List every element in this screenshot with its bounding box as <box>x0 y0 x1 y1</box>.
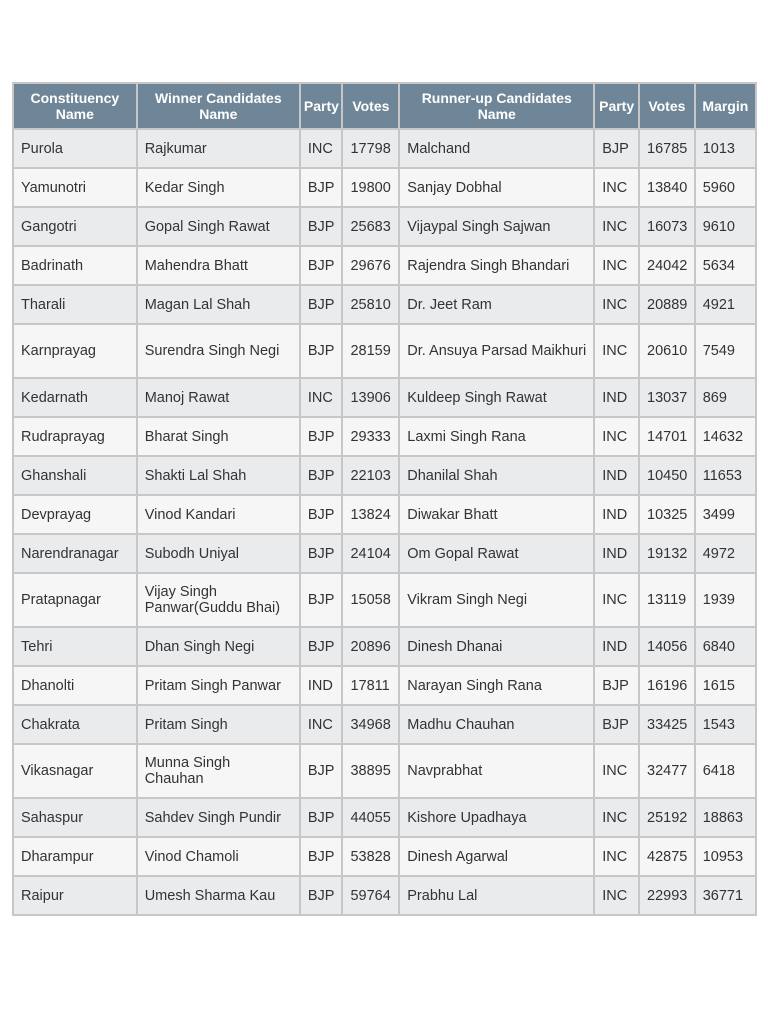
margin-cell: 4972 <box>696 535 755 572</box>
table-body <box>14 130 755 914</box>
runner-up-votes-cell: 10325 <box>640 496 694 533</box>
runner-up-name-cell: Kishore Upadhaya <box>400 799 593 836</box>
margin-cell: 3499 <box>696 496 755 533</box>
table-row <box>14 706 755 743</box>
winner-name-cell: Surendra Singh Negi <box>138 325 299 377</box>
header-runner-up-name: Runner-up Candidates Name <box>400 84 593 128</box>
winner-votes-cell: 29676 <box>343 247 398 284</box>
constituency-cell: Kedarnath <box>14 379 136 416</box>
winner-votes-cell: 44055 <box>343 799 398 836</box>
runner-up-votes-cell: 13840 <box>640 169 694 206</box>
runner-up-votes-cell: 24042 <box>640 247 694 284</box>
runner-up-party-cell: INC <box>595 799 638 836</box>
constituency-cell: Ghanshali <box>14 457 136 494</box>
constituency-cell: Chakrata <box>14 706 136 743</box>
runner-up-party-cell: INC <box>595 208 638 245</box>
runner-up-name-cell: Malchand <box>400 130 593 167</box>
winner-party-cell: BJP <box>301 418 342 455</box>
runner-up-party-cell: IND <box>595 628 638 665</box>
margin-cell: 6840 <box>696 628 755 665</box>
winner-party-cell: INC <box>301 130 342 167</box>
winner-party-cell: BJP <box>301 799 342 836</box>
runner-up-party-cell: INC <box>595 169 638 206</box>
runner-up-name-cell: Madhu Chauhan <box>400 706 593 743</box>
runner-up-party-cell: INC <box>595 247 638 284</box>
winner-name-cell: Rajkumar <box>138 130 299 167</box>
election-results-table <box>12 82 757 916</box>
winner-votes-cell: 13824 <box>343 496 398 533</box>
runner-up-name-cell: Prabhu Lal <box>400 877 593 914</box>
winner-name-cell: Umesh Sharma Kau <box>138 877 299 914</box>
winner-name-cell: Pritam Singh Panwar <box>138 667 299 704</box>
table-row <box>14 325 755 377</box>
winner-votes-cell: 28159 <box>343 325 398 377</box>
winner-name-cell: Manoj Rawat <box>138 379 299 416</box>
margin-cell: 14632 <box>696 418 755 455</box>
winner-votes-cell: 20896 <box>343 628 398 665</box>
winner-party-cell: BJP <box>301 325 342 377</box>
runner-up-name-cell: Vikram Singh Negi <box>400 574 593 626</box>
constituency-cell: Dharampur <box>14 838 136 875</box>
constituency-cell: Gangotri <box>14 208 136 245</box>
header-margin: Margin <box>696 84 755 128</box>
table-row <box>14 418 755 455</box>
runner-up-party-cell: INC <box>595 418 638 455</box>
winner-party-cell: BJP <box>301 535 342 572</box>
runner-up-votes-cell: 20889 <box>640 286 694 323</box>
header-row <box>14 84 755 128</box>
runner-up-votes-cell: 16785 <box>640 130 694 167</box>
runner-up-party-cell: INC <box>595 574 638 626</box>
winner-votes-cell: 22103 <box>343 457 398 494</box>
runner-up-votes-cell: 25192 <box>640 799 694 836</box>
runner-up-votes-cell: 14056 <box>640 628 694 665</box>
constituency-cell: Devprayag <box>14 496 136 533</box>
margin-cell: 1543 <box>696 706 755 743</box>
runner-up-name-cell: Kuldeep Singh Rawat <box>400 379 593 416</box>
margin-cell: 18863 <box>696 799 755 836</box>
winner-votes-cell: 13906 <box>343 379 398 416</box>
runner-up-votes-cell: 13037 <box>640 379 694 416</box>
runner-up-votes-cell: 19132 <box>640 535 694 572</box>
winner-name-cell: Vinod Kandari <box>138 496 299 533</box>
winner-name-cell: Vijay Singh Panwar(Guddu Bhai) <box>138 574 299 626</box>
runner-up-name-cell: Laxmi Singh Rana <box>400 418 593 455</box>
results-table-container <box>12 82 757 916</box>
winner-votes-cell: 24104 <box>343 535 398 572</box>
runner-up-party-cell: INC <box>595 325 638 377</box>
constituency-cell: Purola <box>14 130 136 167</box>
winner-votes-cell: 15058 <box>343 574 398 626</box>
runner-up-votes-cell: 33425 <box>640 706 694 743</box>
winner-name-cell: Subodh Uniyal <box>138 535 299 572</box>
margin-cell: 5960 <box>696 169 755 206</box>
runner-up-name-cell: Dr. Ansuya Parsad Maikhuri <box>400 325 593 377</box>
runner-up-name-cell: Sanjay Dobhal <box>400 169 593 206</box>
table-row <box>14 379 755 416</box>
winner-votes-cell: 17798 <box>343 130 398 167</box>
table-row <box>14 457 755 494</box>
table-row <box>14 877 755 914</box>
margin-cell: 1615 <box>696 667 755 704</box>
header-runner-up-party: Party <box>595 84 638 128</box>
constituency-cell: Karnprayag <box>14 325 136 377</box>
winner-party-cell: BJP <box>301 745 342 797</box>
winner-votes-cell: 34968 <box>343 706 398 743</box>
margin-cell: 10953 <box>696 838 755 875</box>
winner-party-cell: BJP <box>301 457 342 494</box>
header-winner-votes: Votes <box>343 84 398 128</box>
winner-votes-cell: 59764 <box>343 877 398 914</box>
winner-party-cell: IND <box>301 667 342 704</box>
winner-party-cell: BJP <box>301 208 342 245</box>
margin-cell: 4921 <box>696 286 755 323</box>
table-row <box>14 574 755 626</box>
runner-up-name-cell: Narayan Singh Rana <box>400 667 593 704</box>
winner-votes-cell: 25683 <box>343 208 398 245</box>
runner-up-party-cell: BJP <box>595 706 638 743</box>
header-constituency-name: Constituency Name <box>14 84 136 128</box>
winner-name-cell: Kedar Singh <box>138 169 299 206</box>
runner-up-name-cell: Dinesh Dhanai <box>400 628 593 665</box>
table-row <box>14 535 755 572</box>
winner-party-cell: INC <box>301 706 342 743</box>
table-row <box>14 838 755 875</box>
runner-up-name-cell: Om Gopal Rawat <box>400 535 593 572</box>
winner-name-cell: Pritam Singh <box>138 706 299 743</box>
runner-up-party-cell: IND <box>595 535 638 572</box>
table-row <box>14 208 755 245</box>
runner-up-name-cell: Dhanilal Shah <box>400 457 593 494</box>
winner-votes-cell: 38895 <box>343 745 398 797</box>
runner-up-votes-cell: 10450 <box>640 457 694 494</box>
winner-votes-cell: 29333 <box>343 418 398 455</box>
winner-name-cell: Bharat Singh <box>138 418 299 455</box>
runner-up-name-cell: Vijaypal Singh Sajwan <box>400 208 593 245</box>
runner-up-name-cell: Dr. Jeet Ram <box>400 286 593 323</box>
runner-up-party-cell: INC <box>595 877 638 914</box>
table-header <box>14 84 755 128</box>
runner-up-name-cell: Navprabhat <box>400 745 593 797</box>
winner-votes-cell: 25810 <box>343 286 398 323</box>
runner-up-party-cell: IND <box>595 496 638 533</box>
runner-up-votes-cell: 14701 <box>640 418 694 455</box>
winner-name-cell: Magan Lal Shah <box>138 286 299 323</box>
runner-up-votes-cell: 22993 <box>640 877 694 914</box>
runner-up-name-cell: Dinesh Agarwal <box>400 838 593 875</box>
runner-up-party-cell: IND <box>595 457 638 494</box>
header-runner-up-votes: Votes <box>640 84 694 128</box>
winner-votes-cell: 53828 <box>343 838 398 875</box>
runner-up-votes-cell: 42875 <box>640 838 694 875</box>
winner-party-cell: BJP <box>301 838 342 875</box>
constituency-cell: Yamunotri <box>14 169 136 206</box>
runner-up-votes-cell: 13119 <box>640 574 694 626</box>
margin-cell: 36771 <box>696 877 755 914</box>
table-row <box>14 286 755 323</box>
runner-up-party-cell: INC <box>595 286 638 323</box>
constituency-cell: Dhanolti <box>14 667 136 704</box>
winner-party-cell: BJP <box>301 877 342 914</box>
table-row <box>14 745 755 797</box>
table-row <box>14 496 755 533</box>
runner-up-votes-cell: 20610 <box>640 325 694 377</box>
winner-name-cell: Gopal Singh Rawat <box>138 208 299 245</box>
constituency-cell: Tharali <box>14 286 136 323</box>
winner-name-cell: Vinod Chamoli <box>138 838 299 875</box>
winner-name-cell: Mahendra Bhatt <box>138 247 299 284</box>
runner-up-party-cell: IND <box>595 379 638 416</box>
winner-votes-cell: 17811 <box>343 667 398 704</box>
winner-party-cell: BJP <box>301 247 342 284</box>
runner-up-name-cell: Diwakar Bhatt <box>400 496 593 533</box>
margin-cell: 5634 <box>696 247 755 284</box>
table-row <box>14 799 755 836</box>
runner-up-votes-cell: 16073 <box>640 208 694 245</box>
margin-cell: 9610 <box>696 208 755 245</box>
constituency-cell: Sahaspur <box>14 799 136 836</box>
winner-party-cell: BJP <box>301 574 342 626</box>
constituency-cell: Raipur <box>14 877 136 914</box>
table-row <box>14 247 755 284</box>
margin-cell: 1939 <box>696 574 755 626</box>
constituency-cell: Rudraprayag <box>14 418 136 455</box>
table-row <box>14 628 755 665</box>
constituency-cell: Badrinath <box>14 247 136 284</box>
runner-up-votes-cell: 16196 <box>640 667 694 704</box>
winner-party-cell: INC <box>301 379 342 416</box>
winner-name-cell: Sahdev Singh Pundir <box>138 799 299 836</box>
runner-up-party-cell: BJP <box>595 130 638 167</box>
winner-party-cell: BJP <box>301 628 342 665</box>
margin-cell: 7549 <box>696 325 755 377</box>
margin-cell: 869 <box>696 379 755 416</box>
runner-up-party-cell: BJP <box>595 667 638 704</box>
header-winner-name: Winner Candidates Name <box>138 84 299 128</box>
table-row <box>14 130 755 167</box>
table-row <box>14 667 755 704</box>
winner-name-cell: Munna Singh Chauhan <box>138 745 299 797</box>
winner-party-cell: BJP <box>301 496 342 533</box>
margin-cell: 11653 <box>696 457 755 494</box>
constituency-cell: Narendranagar <box>14 535 136 572</box>
runner-up-party-cell: INC <box>595 838 638 875</box>
winner-name-cell: Shakti Lal Shah <box>138 457 299 494</box>
runner-up-party-cell: INC <box>595 745 638 797</box>
margin-cell: 1013 <box>696 130 755 167</box>
header-winner-party: Party <box>301 84 342 128</box>
constituency-cell: Vikasnagar <box>14 745 136 797</box>
winner-votes-cell: 19800 <box>343 169 398 206</box>
winner-party-cell: BJP <box>301 169 342 206</box>
constituency-cell: Pratapnagar <box>14 574 136 626</box>
margin-cell: 6418 <box>696 745 755 797</box>
constituency-cell: Tehri <box>14 628 136 665</box>
runner-up-name-cell: Rajendra Singh Bhandari <box>400 247 593 284</box>
winner-party-cell: BJP <box>301 286 342 323</box>
runner-up-votes-cell: 32477 <box>640 745 694 797</box>
winner-name-cell: Dhan Singh Negi <box>138 628 299 665</box>
table-row <box>14 169 755 206</box>
